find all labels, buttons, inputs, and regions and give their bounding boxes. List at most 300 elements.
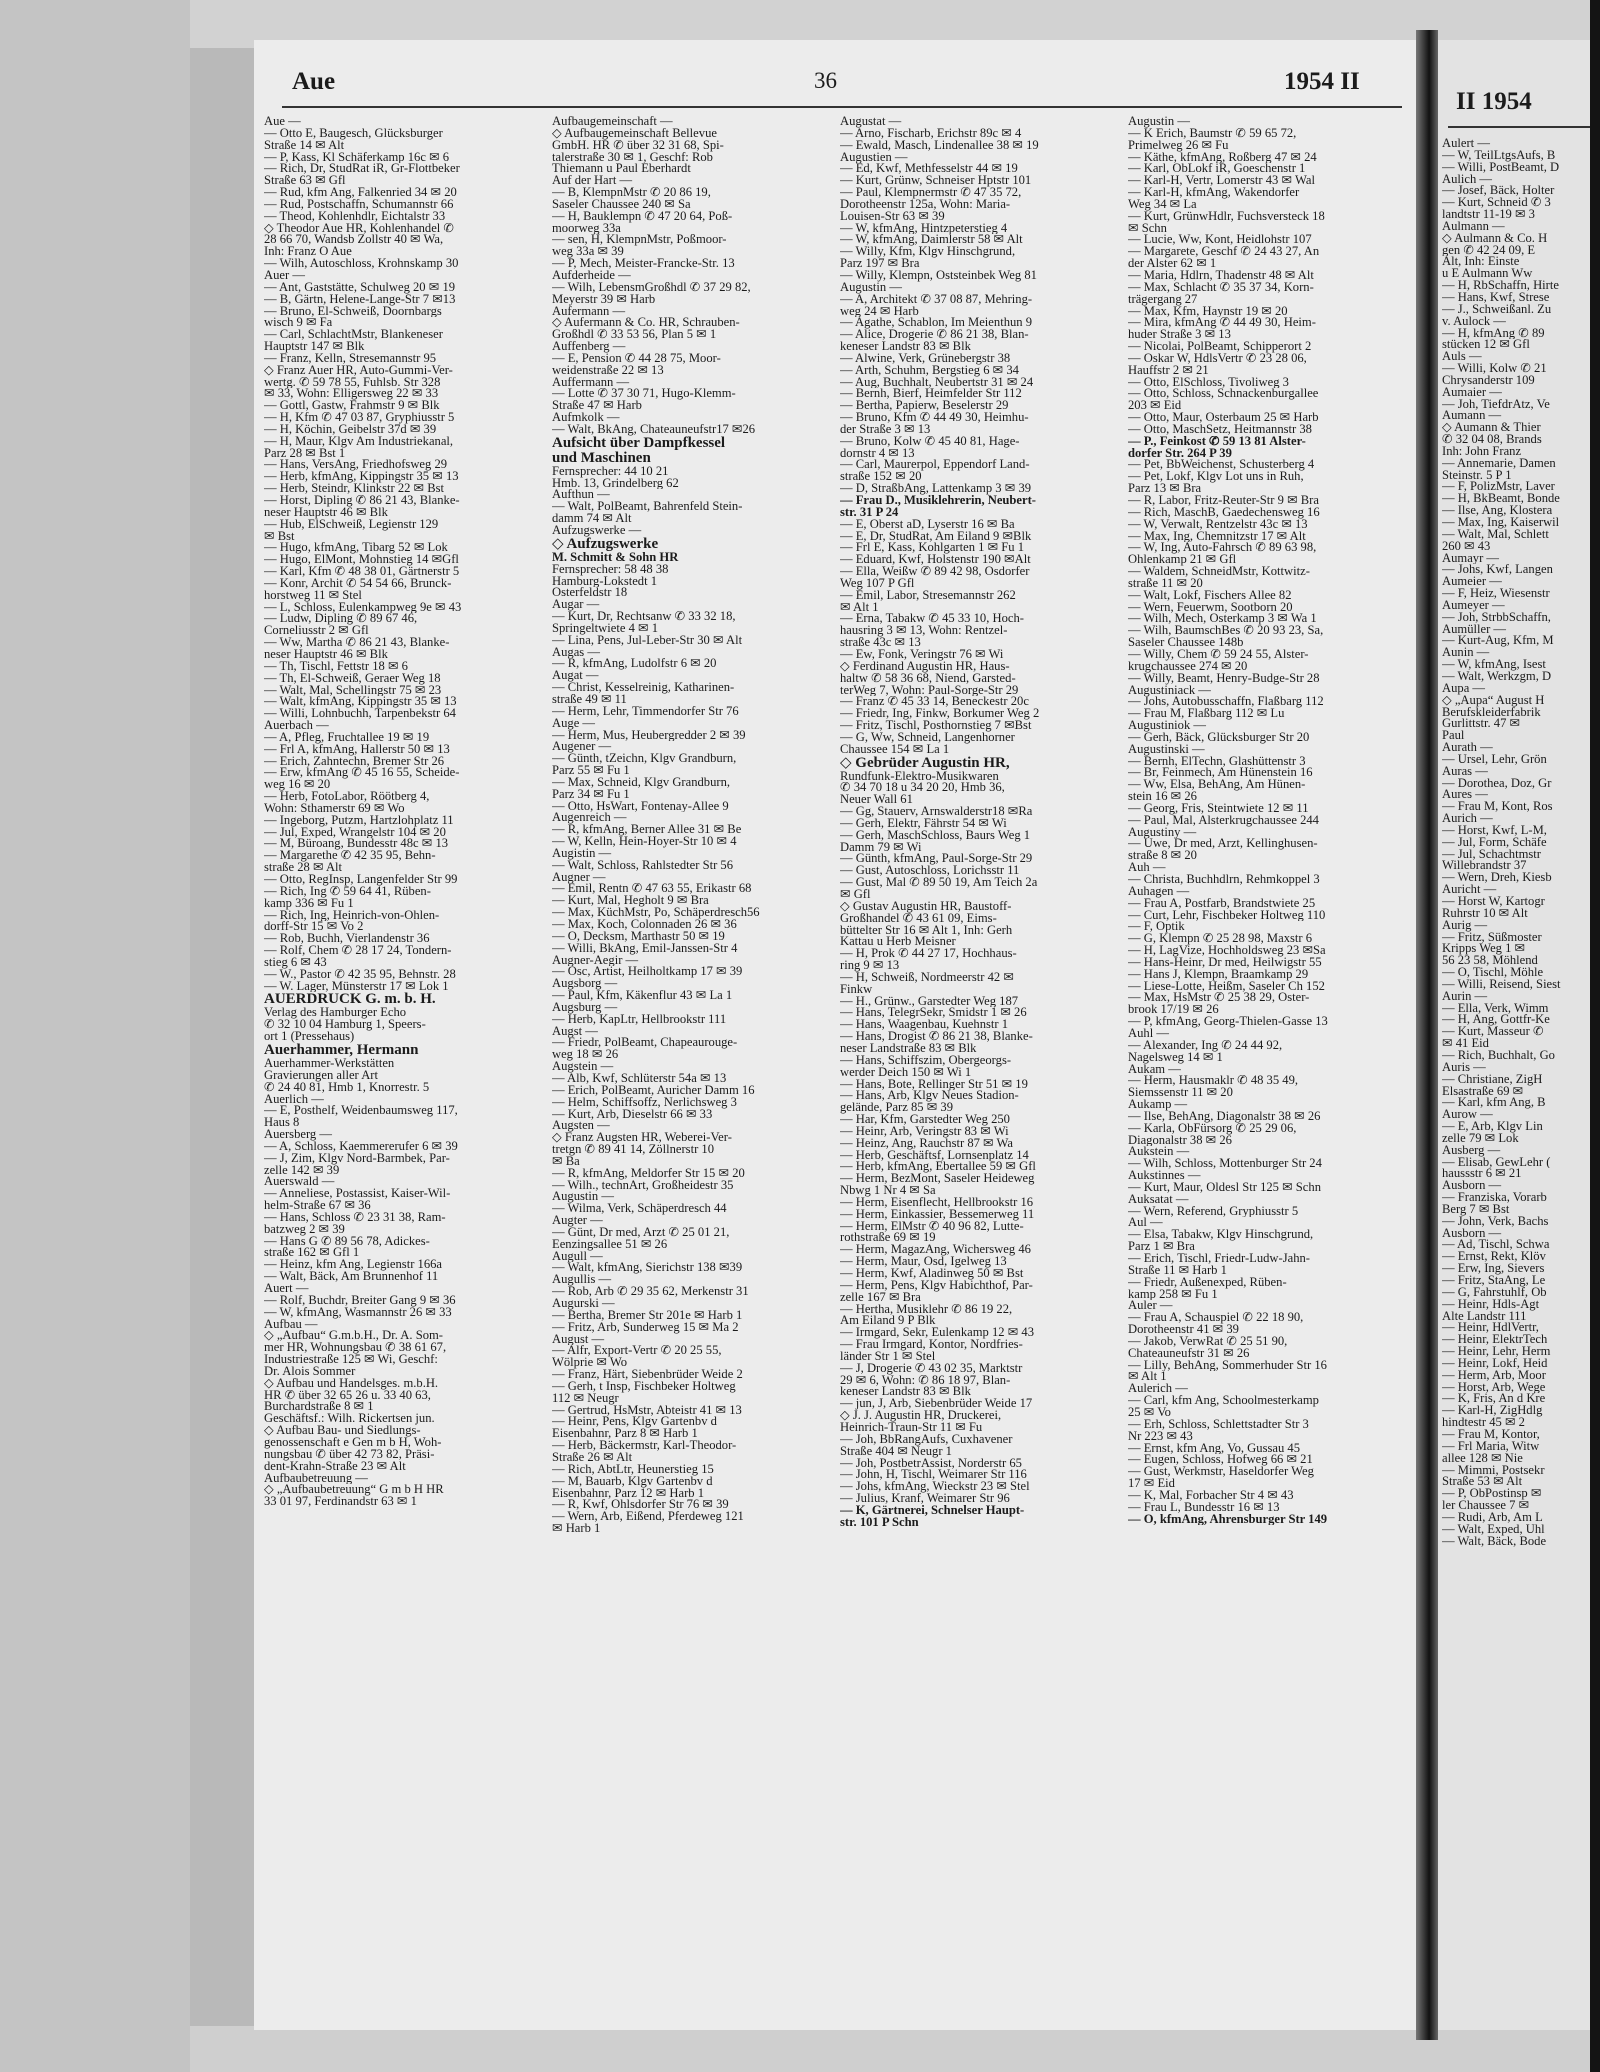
directory-page — [254, 40, 1416, 2030]
directory-line: dorff-Str 15 ✉ Vo 2 — [264, 921, 364, 934]
facing-directory-line: — E, Arb, Klgv Lin — [1442, 1121, 1543, 1133]
facing-directory-line: zelle 79 ✉ Lok — [1442, 1132, 1519, 1145]
directory-line: — Ilse, BehAng, Diagonalstr 38 ✉ 26 — [1128, 1110, 1321, 1123]
directory-line: — Osc, Artist, Heilholtkamp 17 ✉ 39 — [552, 966, 743, 979]
directory-line: — Herb, kfmAng, Ebertallee 59 ✉ Gfl — [840, 1161, 1036, 1174]
directory-line: — Frau D., Musiklehrerin, Neubert- — [840, 495, 1037, 507]
header-rule — [282, 106, 1402, 108]
facing-directory-line: — Kurt, Schneid ✆ 3 — [1442, 197, 1551, 210]
directory-line: Aufthun — — [552, 489, 610, 502]
facing-directory-line: — Willi, PostBeamt, D — [1442, 161, 1560, 174]
directory-line: ✆ 34 70 18 u 34 20 20, Hmb 36, — [840, 782, 1005, 795]
directory-line: — Irmgard, Sekr, Eulenkamp 12 ✉ 43 — [840, 1327, 1035, 1340]
directory-line: Auerswald — — [264, 1176, 335, 1189]
directory-line: Aufderheide — — [552, 269, 631, 282]
directory-line: — Carl, kfm Ang, Schoolmesterkamp — [1128, 1395, 1319, 1407]
facing-directory-line: — Herm, Arb, Moor — [1442, 1369, 1546, 1382]
directory-line: — Rud, Postschaffn, Schumannstr 66 — [264, 198, 454, 211]
directory-line: Straße 14 ✉ Alt — [264, 139, 345, 152]
directory-line: — Herm, BezMont, Saseler Heideweg — [840, 1173, 1035, 1186]
directory-line: — H, Köchin, Geibelstr 37d ✉ 39 — [264, 423, 437, 436]
directory-line: — Rich, Ing, Heinrich-von-Ohlen- — [264, 909, 440, 922]
facing-directory-line: — J., Schweißanl. Zu — [1442, 303, 1552, 316]
directory-line: — Karla, ObFürsorg ✆ 25 29 06, — [1128, 1122, 1297, 1135]
directory-line: Augustinski — — [1128, 743, 1205, 756]
facing-directory-line: Aulert — — [1442, 138, 1490, 150]
directory-line: — Erw, kfmAng ✆ 45 16 55, Scheide- — [264, 767, 460, 780]
directory-line: — Max, Ing, Chemnitzstr 17 ✉ Alt — [1128, 530, 1306, 543]
directory-line: — Otto, ElSchloss, Tivoliweg 3 — [1128, 376, 1289, 389]
directory-line: — Pet, BbWeichenst, Schusterberg 4 — [1128, 459, 1315, 472]
directory-line: ◇ Gustav Augustin HR, Baustoff- — [840, 900, 1012, 913]
directory-line: Corneliusstr 2 ✉ Gfl — [264, 625, 369, 638]
directory-line: — L, Schloss, Eulenkampweg 9e ✉ 43 — [264, 601, 462, 614]
directory-line: str. 31 P 24 — [840, 506, 899, 519]
directory-line: Haus 8 — [264, 1117, 300, 1130]
directory-line: — Karl, ObLokf iR, Goeschenstr 1 — [1128, 163, 1306, 176]
directory-line: — Franz, Härt, Siebenbrüder Weide 2 — [552, 1369, 743, 1381]
directory-line: — Günth, tZeichn, Klgv Grandburn, — [552, 753, 737, 766]
directory-line: — Max, Kfm, Haynstr 19 ✉ 20 — [1128, 305, 1288, 318]
directory-line: — Fritz, Tischl, Posthornstieg 7 ✉Bst — [840, 720, 1032, 732]
directory-line: dornstr 4 ✉ 13 — [840, 447, 915, 460]
facing-directory-line: — Heinr, Hdls-Agt — [1442, 1298, 1540, 1311]
directory-line: — Har, Kfm, Garstedter Weg 250 — [840, 1114, 1010, 1126]
facing-directory-line: ✆ 32 04 08, Brands — [1442, 434, 1542, 446]
directory-line: Straße 47 ✉ Harb — [552, 400, 642, 413]
facing-directory-line: allee 128 ✉ Nie — [1442, 1452, 1523, 1465]
directory-line: — Ingeborg, Putzm, Hartzlohplatz 11 — [264, 814, 454, 827]
directory-line: — H, Schweiß, Nordmeerstr 42 ✉ — [840, 971, 1014, 984]
directory-line: — Theod, Kohlenhdlr, Eichtalstr 33 — [264, 210, 446, 223]
directory-line: — R, Kwf, Ohlsdorfer Str 76 ✉ 39 — [552, 1499, 729, 1512]
directory-line: krugchaussee 274 ✉ 20 — [1128, 660, 1248, 673]
directory-line: — Walt, kfmAng, Kippingstr 35 ✉ 13 — [264, 696, 457, 709]
facing-directory-line: Ausborn — — [1442, 1227, 1502, 1240]
directory-line: Nr 223 ✉ 43 — [1128, 1430, 1193, 1443]
facing-directory-line: Ausberg — — [1442, 1144, 1501, 1157]
directory-line: keneser Landstr 83 ✉ Blk — [840, 1386, 971, 1399]
facing-directory-line: — Karl, kfm Ang, B — [1442, 1097, 1546, 1110]
directory-line: — Herm, Kwf, Aladinweg 50 ✉ Bst — [840, 1268, 1024, 1280]
directory-line: M. Schmitt & Sohn HR — [552, 551, 679, 564]
directory-line: Augner-Aegir — — [552, 954, 639, 967]
scan-edge-right — [1590, 0, 1600, 2072]
directory-line: Augustin — — [840, 281, 902, 294]
directory-line: Augsten — — [552, 1120, 610, 1133]
directory-line: — Julius, Kranf, Weimarer Str 96 — [840, 1493, 1010, 1505]
directory-line: ✆ 32 10 04 Hamburg 1, Speers- — [264, 1019, 426, 1032]
facing-directory-line: Straße 53 ✉ Alt — [1442, 1476, 1523, 1489]
directory-line: büttelter Str 16 ✉ Alt 1, Inh: Gerh — [840, 924, 1013, 937]
directory-line: Hmb. 13, Grindelberg 62 — [552, 477, 679, 490]
directory-line: — Eduard, Kwf, Holstenstr 190 ✉Alt — [840, 554, 1031, 567]
directory-line: ◇ Ferdinand Augustin HR, Haus- — [840, 660, 1010, 673]
directory-line: Hamburg-Lokstedt 1 — [552, 575, 658, 588]
facing-directory-line: ◇ Aumann & Thier — [1442, 422, 1541, 435]
directory-line: — Rich, Ing ✆ 59 64 41, Rüben- — [264, 885, 431, 898]
facing-directory-line: Auras — — [1442, 765, 1488, 778]
directory-line: — Erh, Schloss, Schlettstadter Str 3 — [1128, 1418, 1309, 1431]
directory-line: — Wern, Referend, Gryphiusstr 5 — [1128, 1205, 1299, 1218]
directory-line: Aukamp — — [1128, 1099, 1188, 1111]
facing-directory-line: gen ✆ 42 24 09, E — [1442, 244, 1536, 257]
directory-line: — Mira, kfmAng ✆ 44 49 30, Heim- — [1128, 317, 1316, 330]
directory-line: — Ewald, Masch, Lindenallee 38 ✉ 19 — [840, 139, 1039, 152]
facing-directory-line: Aurig — — [1442, 919, 1488, 932]
directory-line: — B, Gärtn, Helene-Lange-Str 7 ✉13 — [264, 293, 456, 306]
directory-line: — Ww, Elsa, BehAng, Am Hünen- — [1128, 779, 1306, 792]
directory-line: — Agathe, Schablon, Im Meienthun 9 — [840, 317, 1033, 330]
facing-directory-line: — Willi, Reisend, Siest — [1442, 978, 1561, 991]
directory-line: Augner — — [552, 871, 606, 884]
directory-line: dorfer Str. 264 P 39 — [1128, 447, 1232, 460]
facing-directory-line: landtstr 11-19 ✉ 3 — [1442, 209, 1535, 221]
directory-line: Aulerich — — [1128, 1383, 1188, 1396]
directory-line: Aufbaubetreuung — — [264, 1472, 368, 1485]
directory-line: — Rich, MaschB, Gaedechensweg 16 — [1128, 506, 1320, 519]
directory-line: — P., Feinkost ✆ 59 13 81 Alster- — [1128, 435, 1306, 448]
directory-line: — Frau A, Schauspiel ✆ 22 18 90, — [1128, 1312, 1304, 1325]
directory-line: — Erich, PolBeamt, Auricher Damm 16 — [552, 1084, 755, 1097]
directory-line: — Hans, Waagenbau, Kuehnstr 1 — [840, 1019, 1009, 1032]
directory-line: Großhandel ✆ 43 61 09, Eims- — [840, 912, 997, 925]
facing-directory-line: — Hans, Kwf, Strese — [1442, 291, 1550, 304]
directory-line: keneser Landstr 83 ✉ Blk — [840, 341, 971, 353]
directory-line: Saseler Chaussee 240 ✉ Sa — [552, 198, 691, 211]
directory-line: stein 16 ✉ 26 — [1128, 791, 1197, 803]
facing-directory-line: — Karl-H, ZigHdlg — [1442, 1405, 1543, 1418]
facing-directory-line: Ruhrstr 10 ✉ Alt — [1442, 907, 1528, 920]
directory-line: HR ✆ über 32 65 26 u. 33 40 63, — [264, 1389, 431, 1402]
facing-directory-line: 56 23 58, Möhlend — [1442, 955, 1538, 968]
directory-line: 203 ✉ Eid — [1128, 400, 1182, 413]
facing-directory-line: — Frau M, Kont, Ros — [1442, 801, 1553, 814]
directory-line: — Otto, HsWart, Fontenay-Allee 9 — [552, 800, 729, 813]
facing-directory-line: — Kurt-Aug, Kfm, M — [1442, 635, 1554, 648]
directory-line: — Walt, Bäck, Am Brunnenhof 11 — [264, 1271, 439, 1283]
directory-line: Auerlich — — [264, 1093, 324, 1106]
directory-line: Auffenberg — — [552, 341, 626, 353]
facing-directory-line: Berg 7 ✉ Bst — [1442, 1203, 1510, 1216]
directory-line: straße 28 ✉ Alt — [264, 862, 343, 874]
directory-line: Augustien — — [840, 151, 908, 164]
directory-line: — O, kfmAng, Ahrensburger Str 149 — [1128, 1513, 1328, 1526]
directory-line: — Karl-H, Vertr, Lomerstr 43 ✉ Wal — [1128, 175, 1315, 188]
directory-line: — Th, El-Schweiß, Geraer Weg 18 — [264, 672, 441, 685]
directory-line: — W, Kelln, Hein-Hoyer-Str 10 ✉ 4 — [552, 836, 737, 848]
directory-line: Augustiny — — [1128, 826, 1197, 839]
facing-directory-line: Aurow — — [1442, 1109, 1493, 1122]
directory-line: — Frau A, Postfarb, Brandstwiete 25 — [1128, 897, 1316, 910]
directory-line: — Hans, VersAng, Friedhofsweg 29 — [264, 459, 448, 472]
directory-line: Augener — — [552, 741, 612, 754]
directory-line: — Erich, Tischl, Friedr-Ludw-Jahn- — [1128, 1253, 1310, 1265]
directory-line: — H, Bauklempn ✆ 47 20 64, Poß- — [552, 210, 733, 223]
facing-directory-line: Aulmann — — [1442, 220, 1505, 233]
directory-line: Augenreich — — [552, 812, 627, 825]
directory-line: — Ella, Weißw ✆ 89 42 98, Osdorfer — [840, 566, 1030, 578]
facing-directory-line: Paul — [1442, 730, 1465, 743]
directory-line: Thiemann u Paul Eberhardt — [552, 163, 691, 176]
directory-line: — Kurt, Maur, Oldesl Str 125 ✉ Schn — [1128, 1181, 1321, 1194]
facing-page-header: II 1954 — [1456, 88, 1532, 115]
directory-line: Dorotheenstr 125a, Wohn: Maria- — [840, 198, 1011, 211]
directory-line: 33 01 97, Ferdinandstr 63 ✉ 1 — [264, 1496, 417, 1509]
facing-directory-line: — F, Heiz, Wiesenstr — [1442, 588, 1550, 600]
directory-columns — [264, 116, 1410, 2016]
facing-directory-line: Aurich — — [1442, 813, 1493, 825]
directory-line: horstweg 11 ✉ Stel — [264, 589, 362, 602]
facing-directory-line: — W, TeilLtgsAufs, B — [1442, 149, 1556, 162]
directory-line: Weg 34 ✉ La — [1128, 198, 1197, 211]
directory-line: zelle 142 ✉ 39 — [264, 1164, 340, 1177]
facing-directory-line: Aurin — — [1442, 990, 1488, 1003]
facing-directory-line: — Heinr, ElektrTech — [1442, 1334, 1548, 1347]
directory-line: — Willy, Beamt, Henry-Budge-Str 28 — [1128, 672, 1320, 685]
directory-line: — Jakob, VerwRat ✆ 25 51 90, — [1128, 1335, 1288, 1348]
directory-line: huder Straße 3 ✉ 13 — [1128, 329, 1231, 342]
directory-line: — sen, H, KlempnMstr, Poßmoor- — [552, 234, 727, 247]
directory-line: Parz 34 ✉ Fu 1 — [552, 788, 630, 801]
facing-directory-line: — Ursel, Lehr, Grön — [1442, 753, 1547, 766]
directory-line: trägergang 27 — [1128, 293, 1198, 306]
facing-directory-line: — Ella, Verk, Wimm — [1442, 1002, 1549, 1015]
directory-line: stieg 6 ✉ 43 — [264, 956, 327, 969]
directory-line: ◇ Franz Augsten HR, Weberei-Ver- — [552, 1132, 732, 1145]
facing-directory-line: ✉ 41 Eid — [1442, 1038, 1489, 1050]
facing-directory-line: — W, kfmAng, Isest — [1442, 659, 1546, 671]
directory-line: Gravierungen aller Art — [264, 1069, 378, 1082]
directory-line: zelle 167 ✉ Bra — [840, 1291, 921, 1304]
facing-directory-line: — Christiane, ZigH — [1442, 1073, 1543, 1086]
directory-line: straße 11 ✉ 20 — [1128, 577, 1203, 590]
directory-line: Nbwg 1 Nr 4 ✉ Sa — [840, 1185, 936, 1197]
directory-line: Hauffstr 2 ✉ 21 — [1128, 364, 1209, 377]
directory-line: — W, kfmAng, Daimlerstr 58 ✉ Alt — [840, 234, 1023, 247]
directory-line: Parz 1 ✉ Bra — [1128, 1241, 1195, 1253]
directory-line: AUERDRUCK G. m. b. H. — [264, 992, 436, 1008]
directory-line: Augar — — [552, 599, 600, 612]
directory-line: Meyerstr 39 ✉ Harb — [552, 293, 656, 306]
directory-line: — Willy, Klempn, Oststeinbek Weg 81 — [840, 269, 1037, 282]
directory-line: — Herm, Eisenflecht, Hellbrookstr 16 — [840, 1196, 1034, 1209]
directory-line: 112 ✉ Neugr — [552, 1392, 619, 1405]
facing-directory-line: u E Aulmann Ww — [1442, 268, 1533, 281]
directory-line: Rundfunk-Elektro-Musikwaren — [840, 770, 999, 783]
directory-line: — G, Klempn ✆ 25 28 98, Maxstr 6 — [1128, 933, 1313, 946]
directory-line: — Hugo, ElMont, Mohnstieg 14 ✉Gfl — [264, 554, 459, 567]
directory-line: — Rich, Dr, StudRat iR, Gr-Flottbeker — [264, 163, 460, 176]
facing-directory-line: — Jul, Form, Schäfe — [1442, 836, 1547, 849]
directory-line: ort 1 (Pressehaus) — [264, 1031, 355, 1043]
directory-line: — Günth, kfmAng, Paul-Sorge-Str 29 — [840, 853, 1033, 866]
directory-line: terWeg 7, Wohn: Paul-Sorge-Str 29 — [840, 684, 1019, 697]
directory-line: — Ernst, kfm Ang, Vo, Gussau 45 — [1128, 1442, 1301, 1455]
directory-line: Auer — — [264, 269, 305, 282]
directory-line: — Bernh, ElTechn, Glashüttenstr 3 — [1128, 755, 1306, 768]
directory-line: — Margarete, Geschf ✆ 24 43 27, An — [1128, 246, 1320, 259]
directory-line: Parz 28 ✉ Bst 1 — [264, 447, 346, 460]
directory-line: Am Eiland 9 P Blk — [840, 1315, 936, 1328]
directory-line: — E, Dr, StudRat, Am Eiland 9 ✉Blk — [840, 530, 1032, 543]
directory-line: ◇ „Aufbau“ G.m.b.H., Dr. A. Som- — [264, 1330, 443, 1343]
directory-line: Straße 63 ✉ Gfl — [264, 175, 346, 188]
running-head-left: Aue — [292, 68, 336, 95]
directory-line: — Wilh, BaumschBes ✆ 20 93 23, Sa, — [1128, 625, 1324, 638]
facing-directory-line: ◇ „Aupa“ August H — [1442, 694, 1545, 707]
facing-directory-line: — Heinr, Lokf, Heid — [1442, 1357, 1548, 1370]
directory-line: — Otto, Maur, Osterbaum 25 ✉ Harb — [1128, 412, 1319, 424]
directory-line: — Hans, Arb, Klgv Neues Stadion- — [840, 1090, 1019, 1103]
directory-line: Augustin — — [1128, 116, 1190, 128]
directory-line: — Willi, Lohnbuchh, Tarpenbekstr 64 — [264, 708, 456, 721]
directory-line: — Herb, kfmAng, Kippingstr 35 ✉ 13 — [264, 471, 459, 484]
facing-directory-line: — Annemarie, Damen — [1442, 457, 1556, 470]
directory-line: genossenschaft e Gen m b H, Woh- — [264, 1436, 442, 1449]
directory-line: — Hans, Schloss ✆ 23 31 38, Ram- — [264, 1211, 446, 1224]
directory-line: — A, Pfleg, Fruchtallee 19 ✉ 19 — [264, 731, 430, 744]
directory-line: Primelweg 26 ✉ Fu — [1128, 139, 1229, 152]
directory-line: — Margarethe ✆ 42 35 95, Behn- — [264, 850, 436, 863]
directory-line: — Ludw, Dipling ✆ 89 67 46, — [264, 613, 418, 626]
directory-line: weg 33a ✉ 39 — [552, 246, 624, 259]
facing-directory-line: — Horst W, Kartogr — [1442, 896, 1545, 908]
directory-line: — Willy, Kfm, Klgv Hinschgrund, — [840, 246, 1016, 259]
directory-line: Parz 13 ✉ Bra — [1128, 483, 1202, 495]
facing-directory-line: — K, Fris, An d Kre — [1442, 1393, 1546, 1406]
directory-line: — Oskar W, HdlsVertr ✆ 23 28 06, — [1128, 352, 1307, 365]
directory-line: Neuer Wall 61 — [840, 794, 913, 807]
facing-directory-line: — Horst, Kwf, L-M, — [1442, 824, 1547, 837]
facing-directory-line: Aumeyer — — [1442, 599, 1505, 612]
directory-line: — Hans, Drogist ✆ 86 21 38, Blanke- — [840, 1031, 1033, 1043]
directory-line: — Willy, Chem ✆ 59 24 55, Alster- — [1128, 648, 1309, 661]
directory-line: — Ew, Fonk, Veringstr 76 ✉ Wi — [840, 648, 1004, 661]
directory-line: — G, Ww, Schneid, Langenhorner — [840, 731, 1015, 744]
directory-line: — Konr, Archit ✆ 54 54 66, Brunck- — [264, 577, 452, 590]
facing-directory-line: — Willi, Kolw ✆ 21 — [1442, 363, 1547, 375]
facing-directory-line: Elsastraße 69 ✉ — [1442, 1085, 1524, 1098]
facing-directory-line: — H, BkBeamt, Bonde — [1442, 493, 1560, 506]
directory-line: — Otto, Schloss, Schnackenburgallee — [1128, 388, 1319, 401]
directory-line: — Heinr, Arb, Veringstr 83 ✉ Wi — [840, 1125, 1009, 1138]
directory-line: Damm 79 ✉ Wi — [840, 841, 922, 854]
facing-directory-line: Gurlittstr. 47 ✉ — [1442, 718, 1521, 731]
directory-line: batzweg 2 ✉ 39 — [264, 1223, 345, 1236]
directory-line: der Alster 62 ✉ 1 — [1128, 258, 1217, 270]
directory-line: Aukstinnes — — [1128, 1170, 1201, 1182]
directory-line: — Paul, Klempnermstr ✆ 47 35 72, — [840, 187, 1022, 199]
directory-line: Eisenbahnr, Parz 8 ✉ Harb 1 — [552, 1428, 698, 1441]
facing-directory-line: — Rudi, Arb, Am L — [1442, 1511, 1543, 1524]
directory-line: helm-Straße 67 ✉ 36 — [264, 1200, 371, 1212]
directory-line: Auler — — [1128, 1300, 1173, 1313]
directory-line: — Hans-Heinr, Dr med, Heilwigstr 55 — [1128, 956, 1322, 969]
directory-line: — Emil, Labor, Stresemannstr 262 — [840, 589, 1016, 602]
directory-line: 29 ✉ 6, Wohn: ✆ 86 18 97, Blan- — [840, 1374, 1011, 1387]
directory-line: — H, Kfm ✆ 47 03 87, Gryphiusstr 5 — [264, 412, 455, 424]
facing-directory-line: — Kurt, Masseur ✆ — [1442, 1026, 1544, 1039]
facing-directory-line: — Fritz, StaAng, Le — [1442, 1275, 1546, 1287]
facing-directory-line: — Frl Maria, Witw — [1442, 1440, 1540, 1453]
directory-line: ◇ Aufbau und Handelsges. m.b.H. — [264, 1377, 439, 1390]
directory-line: — Heinz, kfm Ang, Legienstr 166a — [264, 1259, 443, 1272]
directory-line: — Heinz, Ang, Rauchstr 87 ✉ Wa — [840, 1137, 1013, 1150]
directory-line: dent-Krahn-Straße 23 ✉ Alt — [264, 1460, 406, 1473]
directory-line: — Walt, BkAng, Chateauneufstr17 ✉26 — [552, 423, 756, 436]
directory-line: und Maschinen — [552, 450, 651, 466]
directory-line: — Erna, Tabakw ✆ 45 33 10, Hoch- — [840, 613, 1024, 626]
directory-line: — Max, HsMstr ✆ 25 38 29, Oster- — [1128, 992, 1310, 1005]
running-head-right: 1954 II — [1284, 68, 1360, 95]
directory-line: Augull — — [552, 1250, 603, 1263]
directory-line: Siemssenstr 11 ✉ 20 — [1128, 1087, 1233, 1100]
facing-directory-line: — Walt, Werkzgm, D — [1442, 670, 1552, 683]
directory-line: — Herm, MagazAng, Wichersweg 46 — [840, 1244, 1031, 1257]
directory-line: — Otto, RegInsp, Langenfelder Str 99 — [264, 874, 458, 886]
directory-line: — Herm, Lehr, Timmendorfer Str 76 — [552, 705, 739, 718]
facing-directory-line: Ausborn — — [1442, 1180, 1502, 1193]
column-1 — [264, 116, 542, 2016]
directory-line: Dorotheenstr 41 ✉ 39 — [1128, 1324, 1239, 1336]
directory-line: — Hans, Bote, Rellinger Str 51 ✉ 19 — [840, 1078, 1028, 1091]
facing-header-rule — [1448, 126, 1600, 128]
directory-line: neser Hauptstr 46 ✉ Blk — [264, 648, 388, 661]
directory-line: Nagelsweg 14 ✉ 1 — [1128, 1051, 1223, 1064]
facing-directory-line: ◇ Aulmann & Co. H — [1442, 232, 1548, 245]
directory-line: Augistin — — [552, 847, 612, 860]
directory-line: — Gust, Werkmstr, Haseldorfer Weg — [1128, 1466, 1314, 1479]
directory-line: — R, kfmAng, Meldorfer Str 15 ✉ 20 — [552, 1167, 745, 1180]
directory-line: — Herm, Mus, Heubergredder 2 ✉ 39 — [552, 729, 746, 742]
directory-line: — Emil, Rentn ✆ 47 63 55, Erikastr 68 — [552, 883, 752, 896]
directory-line: — W., Pastor ✆ 42 35 95, Behnstr. 28 — [264, 968, 456, 981]
directory-line: — K, Gärtnerei, Schnelser Haupt- — [840, 1504, 1025, 1517]
directory-line: — R, Labor, Fritz-Reuter-Str 9 ✉ Bra — [1128, 495, 1319, 507]
directory-line: — Wilh, Autoschloss, Krohnskamp 30 — [264, 258, 459, 270]
directory-line: — F, Optik — [1128, 921, 1185, 934]
directory-line: mer HR, Wohnungsbau ✆ 38 61 67, — [264, 1342, 447, 1355]
directory-line: — W, kfmAng, Hintzpeterstieg 4 — [840, 222, 1008, 235]
directory-line: — Gerh, Elektr, Fährstr 54 ✉ Wi — [840, 817, 1007, 830]
directory-line: — Alwine, Verk, Grünebergstr 38 — [840, 352, 1011, 365]
directory-line: — Heinr, Pens, Klgv Gartenbv d — [552, 1416, 717, 1429]
directory-line: — Gg, Stauerv, Arnswalderstr18 ✉Ra — [840, 806, 1033, 818]
directory-line: — Friedr, Ing, Finkw, Borkumer Weg 2 — [840, 708, 1040, 721]
facing-directory-line: — Elisab, GewLehr ( — [1442, 1156, 1551, 1169]
facing-directory-line: Willebrandstr 37 — [1442, 860, 1527, 873]
directory-line: — Otto, MaschSetz, Heitmannstr 38 — [1128, 423, 1312, 436]
directory-line: Augustiniack — — [1128, 684, 1211, 697]
directory-line: Auerhammer-Werkstätten — [264, 1057, 395, 1070]
directory-line: — Rud, kfm Ang, Falkenried 34 ✉ 20 — [264, 187, 457, 199]
directory-line: — Paul, Kfm, Käkenflur 43 ✉ La 1 — [552, 990, 733, 1002]
directory-line: ◇ Aufbau Bau- und Siedlungs- — [264, 1425, 421, 1437]
facing-directory-line: — Josef, Bäck, Holter — [1442, 185, 1555, 198]
directory-line: moorweg 33a — [552, 222, 621, 235]
directory-line: Parz 55 ✉ Fu 1 — [552, 765, 630, 777]
directory-line: Auh — — [1128, 862, 1166, 874]
directory-line: — Rolf, Chem ✆ 28 17 24, Tondern- — [264, 945, 452, 957]
directory-line: — Max, Schneid, Klgv Grandburn, — [552, 776, 731, 789]
facing-directory-line: haussstr 6 ✉ 21 — [1442, 1168, 1522, 1181]
directory-line: — Walt, Mal, Schellingstr 75 ✉ 23 — [264, 684, 442, 697]
directory-line: der Straße 3 ✉ 13 — [840, 423, 931, 436]
directory-line: August — — [552, 1333, 605, 1346]
directory-line: — Wilh, Mech, Osterkamp 3 ✉ Wa 1 — [1128, 613, 1317, 626]
directory-line: 28 66 70, Wandsb Zollstr 40 ✉ Wa, — [264, 234, 444, 247]
